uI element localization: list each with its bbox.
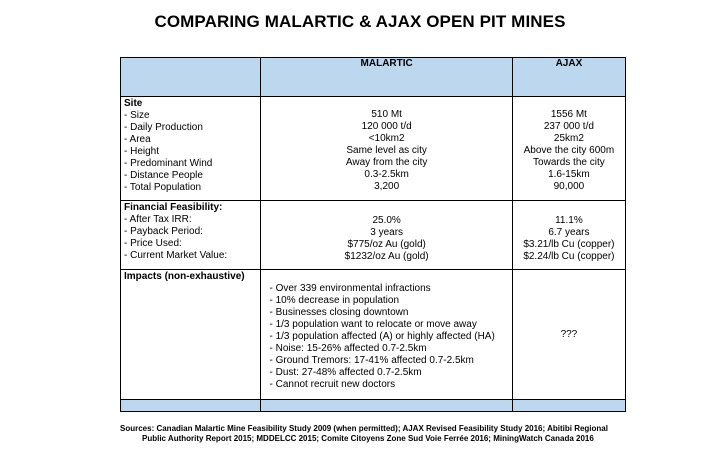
impacts-section-title: Impacts (non-exhaustive) [124,271,245,282]
financial-label: - Payback Period: [124,226,203,237]
impact-item: - Noise: 15-26% affected 0.7-2.5km [269,343,427,354]
header-blank-cell [121,58,261,97]
financial-malartic-value: 25.0% [372,215,401,226]
impact-item: - 1/3 population want to relocate or move away [269,319,477,330]
site-label: - Daily Production [124,122,203,133]
site-row [121,97,626,201]
site-malartic-value: Same level as city [346,145,427,156]
site-malartic-value: 120 000 t/d [361,121,412,132]
header-malartic: MALARTIC [261,58,512,97]
site-ajax-value: 90,000 [553,181,585,192]
impact-item: - Dust: 27-48% affected 0.7-2.5km [269,367,422,378]
sources-line-1: Sources: Canadian Malartic Mine Feasibility Study 2009 (when permitted); AJAX Revised Feasibility Study 2016; Abitibi Regional [120,424,608,433]
financial-label: - After Tax IRR: [124,214,192,225]
site-label: - Height [124,146,160,157]
financial-label: - Current Market Value: [124,250,228,261]
site-ajax-value: 1.6-15km [548,169,590,180]
page-title: COMPARING MALARTIC & AJAX OPEN PIT MINES [154,12,566,31]
site-malartic-value: 510 Mt [371,109,402,120]
impact-item: - Cannot recruit new doctors [269,379,396,390]
financial-malartic-value: 3 years [370,227,404,238]
financial-ajax-value: 6.7 years [548,227,590,238]
sources-line-2: Public Authority Report 2015; MDDELCC 2015; Comite Citoyens Zone Sud Voie Ferrée 2016; MiningWatch Canada 2016 [142,434,594,443]
impacts-malartic-cell [261,270,512,400]
financial-ajax-value: $2.24/lb Cu (copper) [523,251,615,262]
site-ajax-cell [512,97,625,201]
site-ajax-value: 237 000 t/d [543,121,594,132]
site-label: - Size [124,110,150,121]
sources-note [120,424,626,444]
site-ajax-value: 1556 Mt [550,109,587,120]
financial-malartic-cell [261,201,512,270]
site-malartic-value: 0.3-2.5km [364,169,409,180]
impacts-ajax-cell: ??? [512,270,625,400]
financial-row [121,201,626,270]
site-malartic-value: <10km2 [368,133,405,144]
impacts-label-cell [121,270,261,400]
comparison-table [120,57,626,412]
footer-cell [512,400,625,412]
financial-label-cell [121,201,261,270]
impact-item: - Ground Tremors: 17-41% affected 0.7-2.5km [269,355,474,366]
impact-item: - Businesses closing downtown [269,307,409,318]
impacts-row [121,270,626,400]
financial-ajax-value: 11.1% [555,215,583,226]
footer-cell [261,400,512,412]
site-label-cell [121,97,261,201]
site-malartic-cell [261,97,512,201]
site-ajax-value: Towards the city [533,157,605,168]
impact-item: - 1/3 population affected (A) or highly affected (HA) [269,331,495,342]
site-ajax-value: Above the city 600m [523,145,615,156]
site-ajax-value: 25km2 [553,133,584,144]
site-label: - Area [124,134,151,145]
impact-item: - Over 339 environmental infractions [269,283,431,294]
financial-ajax-cell [512,201,625,270]
site-label: - Distance People [124,170,203,181]
header-ajax: AJAX [512,58,625,97]
footer-cell [121,400,261,412]
financial-malartic-value: $775/oz Au (gold) [347,239,426,250]
impact-item: - 10% decrease in population [269,295,400,306]
table-header-row [121,58,626,97]
financial-label: - Price Used: [124,238,182,249]
site-malartic-value: Away from the city [345,157,428,168]
financial-malartic-value: $1232/oz Au (gold) [344,251,429,262]
site-label: - Total Population [124,182,202,193]
financial-section-title: Financial Feasibility: [124,202,223,213]
table-footer-row [121,400,626,412]
site-label: - Predominant Wind [124,158,213,169]
site-malartic-value: 3,200 [374,181,400,192]
site-section-title: Site [124,98,143,109]
financial-ajax-value: $3.21/lb Cu (copper) [523,239,615,250]
